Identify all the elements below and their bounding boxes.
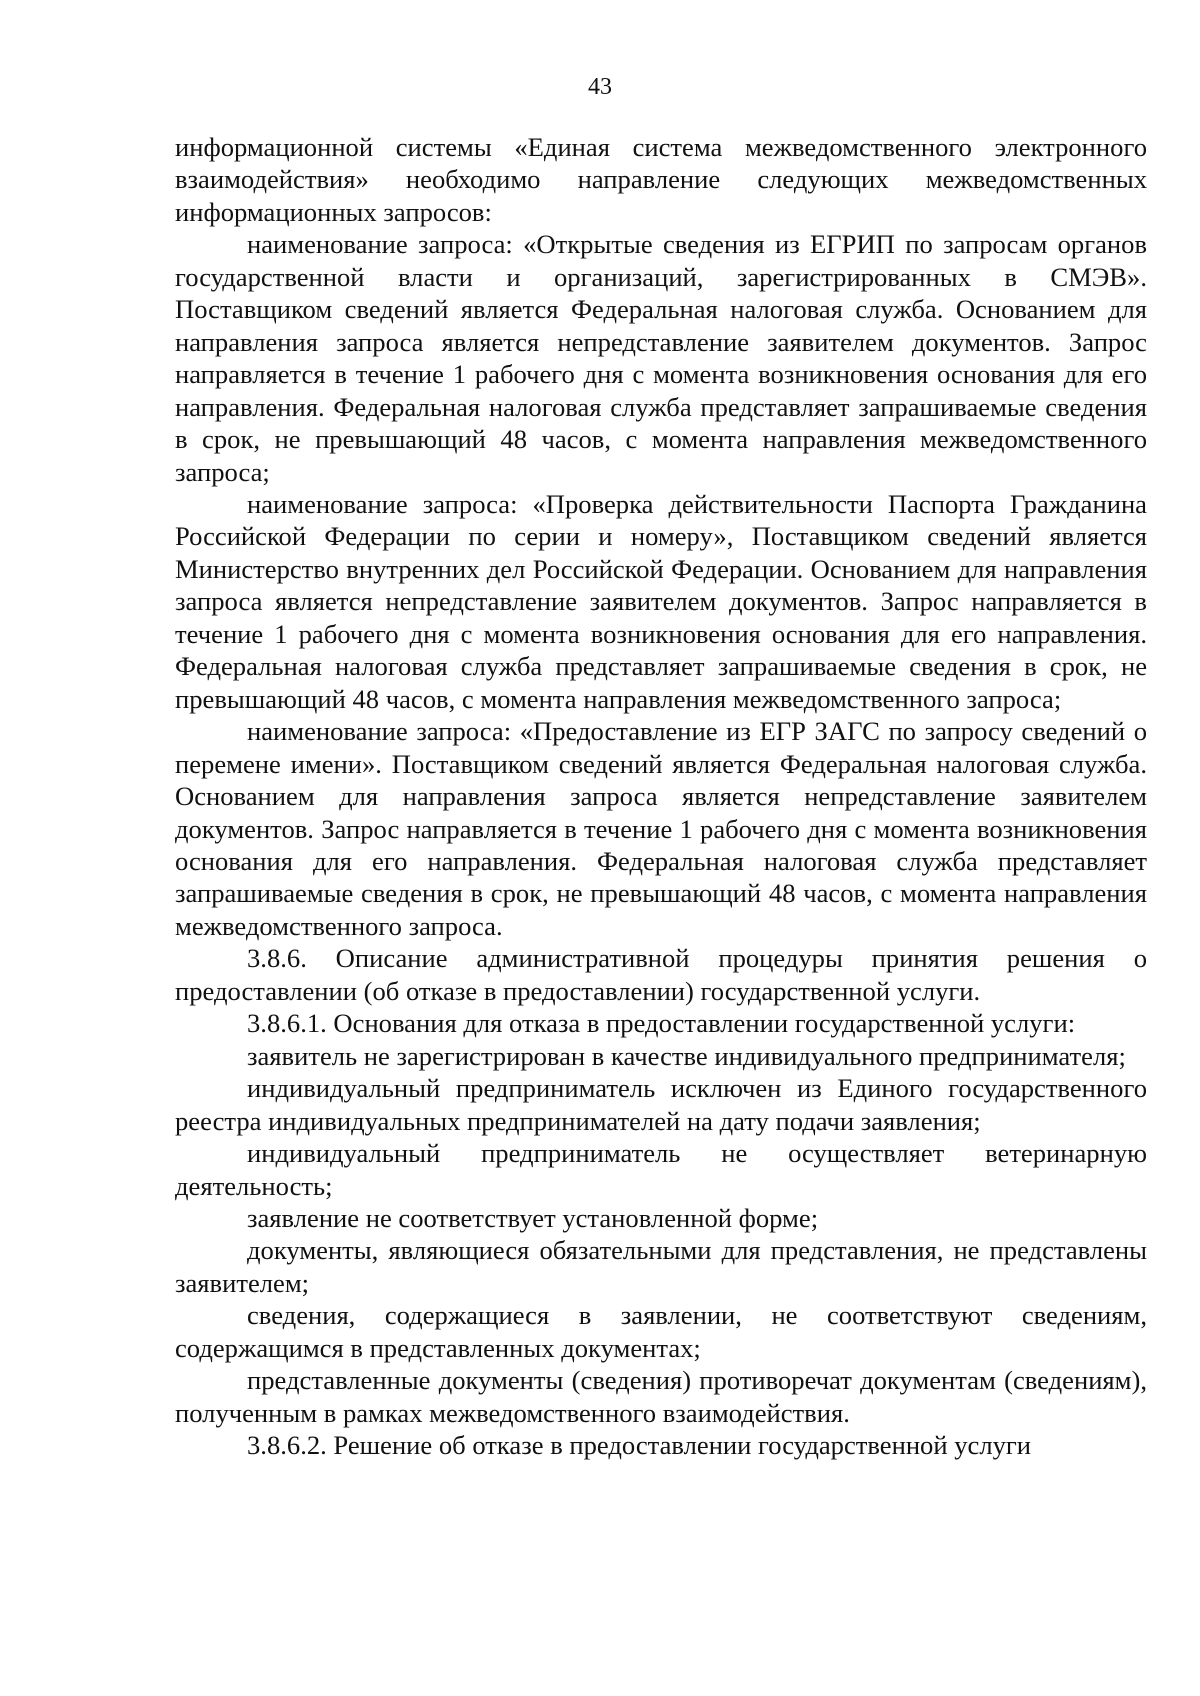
paragraph: 3.8.6.1. Основания для отказа в предоставлении государственной услуги: [247,1008,1076,1039]
paragraph: наименование запроса: «Предоставление из ЕГР ЗАГС по запросу сведений о перемене имени». Поставщиком сведений является Федеральная налоговая служба. Основанием для направления запроса является непредставление заявителем документов. Запрос направляется в течение 1 рабочего дня с момента возникновения основания для его направления. Федеральная налоговая служба представляет запрашиваемые сведения в срок, не превышающий 48 часов, с момента направления межведомственного запроса. [175,716,1147,941]
paragraph: сведения, содержащиеся в заявлении, не соответствуют сведениям, содержащимся в представленных документах; [175,1300,1147,1363]
paragraph: индивидуальный предприниматель исключен из Единого государственного реестра индивидуальных предпринимателей на дату подачи заявления; [175,1073,1147,1136]
page-number: 43 [588,74,612,100]
paragraph: 3.8.6. Описание административной процедуры принятия решения о предоставлении (об отказе в предоставлении) государственной услуги. [175,943,1147,1006]
paragraph: представленные документы (сведения) противоречат документам (сведениям), полученным в рамках межведомственного взаимодействия. [175,1365,1147,1428]
paragraph: 3.8.6.2. Решение об отказе в предоставлении государственной услуги [247,1430,1032,1461]
paragraph: заявитель не зарегистрирован в качестве индивидуального предпринимателя; [247,1040,1126,1071]
document-body [175,131,1147,1462]
paragraph: наименование запроса: «Открытые сведения из ЕГРИП по запросам органов государственной власти и организаций, зарегистрированных в СМЭВ». Поставщиком сведений является Федеральная налоговая служба. Основанием для направления запроса является непредставление заявителем документов. Запрос направляется в течение 1 рабочего дня с момента возникновения основания для его направления. Федеральная налоговая служба представляет запрашиваемые сведения в срок, не превышающий 48 часов, с момента направления межведомственного запроса; [175,229,1147,487]
paragraph: документы, являющиеся обязательными для представления, не представлены заявителем; [175,1235,1147,1298]
paragraph: заявление не соответствует установленной форме; [247,1202,819,1233]
paragraph: наименование запроса: «Проверка действительности Паспорта Гражданина Российской Федерации по серии и номеру», Поставщиком сведений является Министерство внутренних дел Российской Федерации. Основанием для направления запроса является непредставление заявителем документов. Запрос направляется в течение 1 рабочего дня с момента возникновения основания для его направления. Федеральная налоговая служба представляет запрашиваемые сведения в срок, не превышающий 48 часов, с момента направления межведомственного запроса; [175,488,1147,714]
paragraph: индивидуальный предприниматель не осуществляет ветеринарную деятельность; [175,1138,1147,1201]
paragraph: информационной системы «Единая система межведомственного электронного взаимодействия» необходимо направление следующих межведомственных информационных запросов: [175,132,1147,227]
